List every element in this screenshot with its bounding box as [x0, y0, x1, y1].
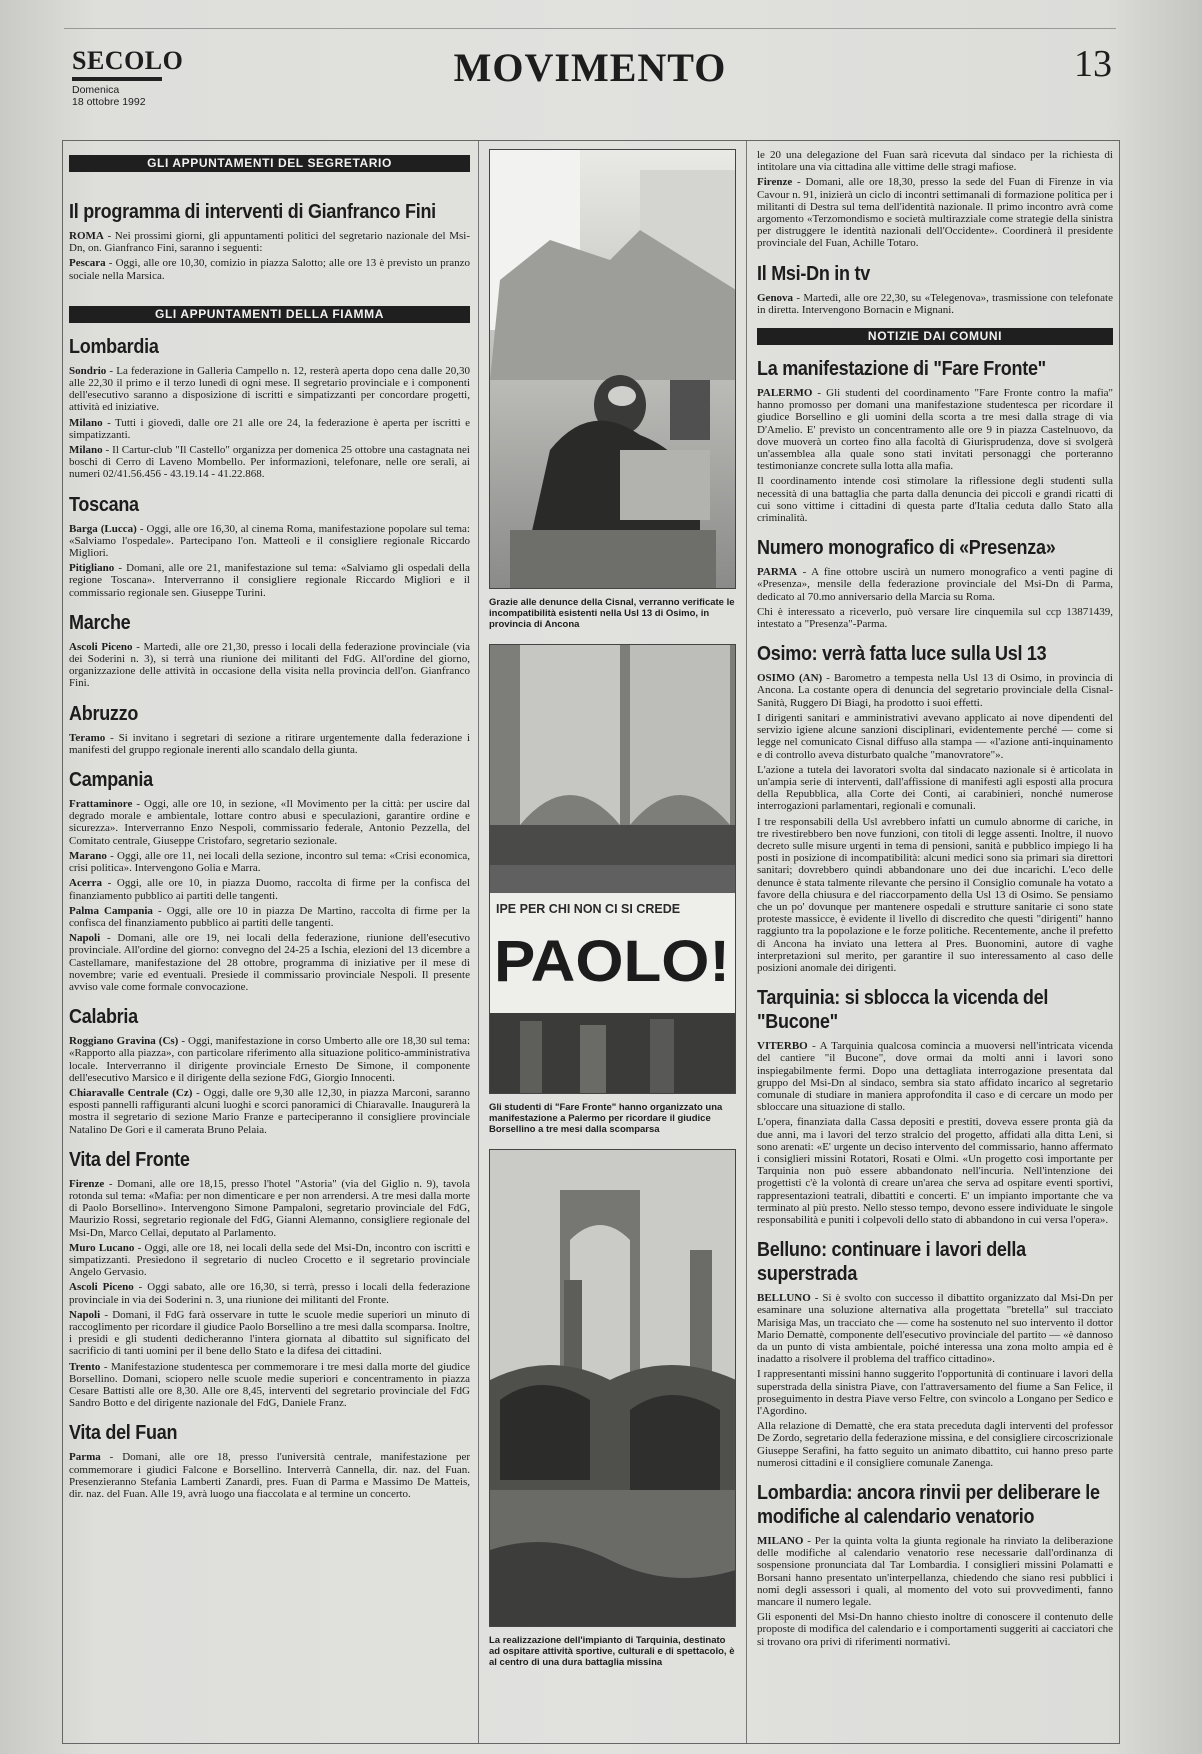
paragraph: [69, 1178, 470, 1239]
place-name: Muro Lucano: [69, 1241, 135, 1254]
paragraph: [69, 732, 470, 756]
place-name: Trento: [69, 1360, 101, 1373]
article-toscana: [69, 523, 470, 599]
paragraph: [69, 1451, 470, 1500]
place-name: ROMA: [69, 230, 104, 242]
paragraph-text: - Oggi, alle ore 10, in sezione, «Il Movimento per la città: per uscire dal degrado morale e ambientale, lottare contro abusi e speculazioni, garantire ordine e sicurezza». Interverranno Enzo Nespoli, commissario federale, Antonio Pezzella, del Comitato centrale, Giuseppe Cristofaro, segretario sezionale.: [69, 798, 470, 847]
headline-tarquinia: Tarquinia: si sblocca la vicenda del "Bucone": [757, 987, 1049, 1034]
place-name: Ascoli Piceno: [69, 640, 133, 653]
photo-hospital: [489, 149, 736, 589]
paragraph: [69, 1242, 470, 1279]
article-campania: [69, 798, 470, 993]
place-name: Marano: [69, 849, 107, 862]
paragraph-text: - Tutti i giovedì, dalle ore 21 alle ore 24, la federazione è aperta per iscritti e simpatizzanti.: [69, 416, 470, 441]
place-name: Palma Campania: [69, 904, 153, 917]
section-band-comuni: NOTIZIE DAI COMUNI: [757, 328, 1113, 345]
paragraph: [757, 1292, 1113, 1365]
paragraph: [69, 905, 470, 929]
paragraph-text: - Oggi sabato, alle ore 16,30, si terrà, presso i locali della federazione provinciale in via dei Soderini n. 3, una riunione dei militanti del Fronte.: [69, 1281, 470, 1306]
paragraph-text: Il coordinamento intende così stimolare la riflessione degli studenti sulla necessità di una battaglia che parta dalla denuncia dei piccoli e grandi ricatti di cui sono vittime i cittadini di questa parte d'Italia ceduta dallo Stato alla criminalità.: [757, 475, 1113, 525]
place-name: Parma: [69, 1451, 101, 1464]
paragraph-text: - A Tarquinia qualcosa comincia a muoversi nell'intricata vicenda del cantiere "il Bucone", dove ormai da molti anni i lavori sono inspiegabilmente fermi. Dopo una dettagliata interrogazione presentata dal gruppo del Msi-Dn al sindaco, sembra sia stato affidato incarico al segretario comunale di studiare in maniera approfondita il caso e di cercare un modo per sbloccare una situazione di stallo.: [757, 1040, 1113, 1114]
paragraph-text: - Oggi, dalle ore 9,30 alle 12,30, in piazza Marconi, saranno esposti pannelli raffiguranti alcuni luoghi e scorci panoramici di Chiaravalle. Inaugurerà la mostra il segretario di sezione Mario Franze e parteciperanno il consigliere provinciale Natalino De Gori e il camerata Bruno Pelaia.: [69, 1086, 471, 1136]
headline-fare-fronte: La manifestazione di "Fare Fronte": [757, 358, 1046, 381]
paragraph-text: - Gli studenti del coordinamento "Fare Fronte contro la mafia" hanno promosso per domani una manifestazione studentesca per ricordare il giudice Borsellino e gli uomini della scorta a tre mesi dalla strage di via D'Amelio. E' previsto un concentramento alle ore 9 in piazza Castelnuovo, da dove muoverà un corteo fino alla facoltà di Giurisprudenza, dove si svolgerà un'assemblea alla quale sono stati invitati personaggi che porteranno testimonianze concrete sulla lotta alla mafia.: [757, 387, 1113, 473]
caption-hospital: Grazie alle denunce della Cisnal, verranno verificate le incompatibilità esistenti nella Usl 13 di Osimo, in provincia di Ancona: [489, 597, 735, 630]
text-firenze: - Domani, alle ore 18,30, presso la sede del Fuan di Firenze in via Cavour n. 91, inizierà un ciclo di incontri settimanali di formazione politica per i militanti di Destra sul tema dell'identità nazionale. Il primo incontro avrà come argomento «Terzomondismo e società multirazziale come strategie della sinistra per distruggere le identità nazionali dell'Occidente». Coordinerà il presidente provinciale del Fuan, Achille Totaro.: [757, 176, 1113, 250]
paragraph: [69, 641, 470, 690]
place-name: Barga (Lucca): [69, 522, 137, 535]
paragraph-text: - Si invitano i segretari di sezione a ritirare urgentemente dalla federazione i manifesti del gruppo regionale inerenti allo scandalo della giunta.: [69, 731, 470, 756]
article-vita-fronte: [69, 1178, 470, 1410]
photo-column: [479, 141, 747, 1743]
paragraph: [69, 798, 470, 847]
fuan-continuation: le 20 una delegazione del Fuan sarà ricevuta dal sindaco per la richiesta di intitolare una via cittadina alle vittime delle stragi mafiose.: [757, 149, 1113, 174]
article-belluno: [757, 1292, 1113, 1469]
paragraph: [757, 1368, 1113, 1417]
place-name: Milano: [69, 416, 103, 429]
place-name: Roggiano Gravina (Cs): [69, 1035, 179, 1048]
top-rule: [64, 28, 1116, 29]
paragraph-text: - Domani, alle ore 18,15, presso l'hotel "Astoria" (via del Giglio n. 9), tavola rotonda sul tema: «Mafia: per non dimenticare e per non arrendersi. A tre mesi dalla morte di Paolo Borsellino». Intervengono Simone Pampaloni, segretario provinciale del FdG, Maurizio Rossi, segretario regionale del FdG, Gianni Alemanno, consigliere regionale del Msi-Dn, Marco Cellai, deputato al Parlamento.: [69, 1177, 470, 1239]
paragraph: [757, 606, 1113, 630]
paragraph-text: I tre responsabili della Usl avrebbero infatti un cumulo abnorme di cariche, in tre rivestirebbero ben nove funzioni, con titoli di legge assenti. Inoltre, il nuovo decreto sulle misure urgenti in tema di pensioni, sanità e pubblico impiego li ha posti in posizione di incompatibilità: alcuni medici sono sia primari sia direttori sanitari; dovrebbero quindi abbandonare uno dei due incarichi. L'eco delle denunce è stata talmente rilevante che persino il Consiglio comunale ha votato a favore della chiusura e del riaccorpamento della Usl 13 di Osimo. Se pensiamo che un po' dovunque per mantenere ospedali e strutture sanitarie ci sono state proteste massicce, è evidente il livello di discredito che questi "dirigenti" hanno raggiunto tra la popolazione e le forze politiche. Recentemente, anche il prefetto di Ancona ha inviato una lettera al Pres. Buonomini, autore di vaghe interpretazioni sul merito, per garantire il suo interessamento al caso delle posizioni anomale dei dirigenti.: [757, 815, 1113, 974]
paragraph: [69, 1087, 470, 1136]
place-name: Milano: [69, 444, 103, 457]
place-name: Sondrio: [69, 364, 107, 377]
paragraph-text: - Oggi, alle ore 11, nei locali della sezione, incontro sul tema: «Crisi economica, crisi politica». Intervengono Golia e Marra.: [69, 849, 470, 875]
place-name: Teramo: [69, 731, 106, 744]
place-firenze: Firenze: [757, 176, 793, 189]
paragraph: [69, 932, 470, 993]
page-number: 13: [1074, 43, 1112, 85]
paragraph-text: - Barometro a tempesta nella Usl 13 di Osimo, in provincia di Ancona. La costante opera di denuncia del segretario provinciale della Cisnal-Sanità, Ruggero Di Biagi, ha prodotto i suoi effetti.: [757, 672, 1113, 709]
left-column: [63, 141, 479, 1743]
section-band-fiamma: GLI APPUNTAMENTI DELLA FIAMMA: [69, 306, 470, 323]
paragraph-text: Gli esponenti del Msi-Dn hanno chiesto inoltre di conoscere il contenuto delle proposte di modifica del calendario e i comportamenti suggeriti ai cacciatori che si trovano ora privi di riferimenti normativi.: [757, 1611, 1113, 1648]
paragraph: [757, 475, 1113, 524]
headline-calabria: Calabria: [69, 1006, 138, 1029]
place-name: Frattaminore: [69, 798, 133, 811]
paragraph-text: - Martedì, alle ore 21,30, presso i locali della federazione provinciale (via dei Soderini n. 3), si terrà una riunione dei militanti del FdG. All'ordine del giorno, organizzazione delle attività in occasione della visita nella provincia dell'on. Gianfranco Fini.: [69, 640, 470, 690]
caption-rally: Gli studenti di "Fare Fronte" hanno organizzato una manifestazione a Palermo per ricordare il giudice Borsellino a tre mesi dalla scomparsa: [489, 1102, 723, 1135]
article-abruzzo: [69, 732, 470, 756]
banner-big-text: PAOLO!: [494, 929, 730, 994]
headline-tv: Il Msi-Dn in tv: [757, 262, 870, 285]
text-genova: - Martedì, alle ore 22,30, su «Telegenova», trasmissione con telefonate in diretta. Intervengono Bornacin e Mignani.: [757, 291, 1113, 316]
paragraph-text: - Oggi, alle ore 16,30, al cinema Roma, manifestazione popolare sul tema: «Salviamo l'ospedale». Partecipano l'on. Matteoli e il consigliere regionale Riccardo Migliori.: [69, 522, 470, 560]
paragraph-text: - Domani, alle ore 21, manifestazione sul tema: «Salviamo gli ospedali della regione Toscana». Interverranno il consigliere regionale Riccardo Migliori e il commissario regionale sen. Giuseppe Turini.: [69, 562, 470, 599]
paragraph: [69, 523, 470, 560]
section-band-segretario: GLI APPUNTAMENTI DEL SEGRETARIO: [69, 155, 470, 172]
newspaper-brand: SECOLO: [72, 46, 184, 75]
article-presenza: [757, 566, 1113, 630]
headline-presenza: Numero monografico di «Presenza»: [757, 537, 1056, 560]
paragraph: [757, 387, 1113, 472]
article-calabria: [69, 1035, 470, 1136]
headline-lombardia-calendario: Lombardia: ancora rinvii per deliberare le modifiche al calendario venatorio: [757, 1482, 1100, 1529]
place-name: Pescara: [69, 257, 106, 270]
paragraph-text: - Oggi, alle ore 18, nei locali della sede del Msi-Dn, incontro con iscritti e simpatizzanti. Presiedono il segretario di nucleo Crocetto e il segretario provinciale Angelo Gervasio.: [69, 1241, 470, 1279]
photo-hospital-image: [490, 150, 736, 589]
place-name: OSIMO (AN): [757, 672, 823, 685]
paragraph-text: - Per la quinta volta la giunta regionale ha rinviato la deliberazione delle modifiche al calendario venatorio rese necessarie dall'ordinanza di sospensione pronunciata dal Tar Lombardia. I consiglieri missini Polamatti e Borsani hanno presentato un'interpellanza, chiedendo che siano resi pubblici i nomi degli assessori i quali, al momento del voto sui provvedimenti, fanno mancare il numero legale.: [757, 1535, 1113, 1609]
article-fare-fronte: [757, 387, 1113, 524]
place-name: BELLUNO: [757, 1292, 811, 1305]
masthead: [64, 28, 1116, 118]
banner-top-text: IPE PER CHI NON CI SI CREDE: [496, 902, 681, 916]
paragraph-text: L'opera, finanziata dalla Cassa depositi e prestiti, doveva essere pronta già da due anni, ma i lavori del terzo stralcio del progetto, affidati alla ditta Leni, si sono arenati: «E' urgente un deciso intervento del commissario, hanno affermato i consiglieri missini Rotatori, Rosati e Olmi. «Un progetto così importante per Tarquinia non può essere abbandonato nell'incuria. Nell'intenzione dei progettisti c'è la volontà di creare un'area che serva ad ospitare eventi sportivi, rappresentazioni teatrali, dibattiti e concerti. E' un impianto importante che va terminato al più presto. Nello stesso tempo, devono essere individuate le singole responsabilità e puniti i colpevoli dello stato di abbandono in cui versa l'opera».: [757, 1116, 1113, 1226]
paragraph: [757, 764, 1113, 813]
paragraph-text: - Domani, alle ore 18, presso l'università centrale, manifestazione per commemorare i giudici Falcone e Borsellino. Interverrà Cannella, dir. naz. del Fuan. Presenzieranno Stefania Lamberti Zanardi, pres. Fuan di Parma e Massimo De Matteis, dir. naz. del Fuan. Alle 19, avrà luogo una fiaccolata e al termine un concerto.: [69, 1451, 470, 1501]
place-name: VITERBO: [757, 1040, 808, 1053]
paragraph-text: - Oggi, alle ore 10, in piazza Duomo, raccolta di firme per la confisca del finanziamento pubblico ai partiti delle tangenti.: [69, 877, 470, 902]
paragraph-text: - Domani, alle ore 19, nei locali della federazione, riunione dell'esecutivo provinciale. All'ordine del giorno: convegno del 24-25 a Ischia, elezioni del 13 dicembre a Castellamare, manifestazione del 28 ottobre, programma di iniziative per il mese di novembre; varie ed eventuali. Presiede il commissario provinciale Nespoli. Il presente avviso vale come formale convocazione.: [69, 932, 470, 993]
paragraph: [757, 1420, 1113, 1469]
photo-rally-image: [490, 645, 736, 1094]
headline-campania: Campania: [69, 769, 153, 792]
paragraph: [757, 1535, 1113, 1608]
paragraph: [69, 365, 470, 414]
paragraph-text: - Il Cartur-club "Il Castello" organizza per domenica 25 ottobre una castagnata nei boschi di Cerro di Laveno Mombello. Per informazioni, telefonare, nelle ore serali, ai numeri 02/41.56.456 - 43.19.14 - 41.22.868.: [69, 444, 470, 481]
paragraph: [757, 566, 1113, 603]
issue-day: 18 ottobre 1992: [72, 96, 146, 108]
headline-vita-fronte: Vita del Fronte: [69, 1148, 190, 1171]
paragraph: [757, 672, 1113, 709]
paragraph-text: - Oggi, manifestazione in corso Umberto alle ore 18,30 sul tema: «Rapporto alla piazza», con particolare riferimento alla situazione politico-amministrativa locale. Interverranno il dirigente provinciale Ernesto De Simone, il componente dell'esecutivo Marsico e il dirigente della sezione FdG, Giorgio Innocenti.: [69, 1035, 470, 1084]
paragraph-text: - Oggi, alle ore 10 in piazza De Martino, raccolta di firme per la confisca del finanziamento pubblico ai partiti delle tangenti.: [69, 904, 470, 929]
paragraph-text: - La federazione in Galleria Campello n. 12, resterà aperta dopo cena dalle 20,30 alle 22,30 il primo e il terzo lunedì di ogni mese. Il segretario provinciale e i componenti dell'esecutivo saranno a disposizione di iscritti e simpatizzanti per concordare progetti, attività ed iniziative.: [69, 364, 470, 414]
paragraph-text: - Manifestazione studentesca per commemorare i tre mesi dalla morte del giudice Borsellino. Domani, sciopero nelle scuole medie superiori e concentramento in piazza Cesare Battisti alle ore 8,30. Alle ore 8,45, interventi del segretario provinciale del FdG Sandro Botto e del dirigente nazionale del FdG, Daniele Franz.: [69, 1360, 470, 1410]
right-column: [747, 141, 1119, 1743]
paragraph: [757, 1611, 1113, 1648]
paragraph: [757, 816, 1113, 975]
issue-weekday: Domenica: [72, 84, 120, 96]
article-lombardia: [69, 365, 470, 481]
photo-rally: [489, 644, 736, 1094]
article-lombardia-calendario: [757, 1535, 1113, 1648]
paragraph-text: Alla relazione di Demattè, che era stata preceduta dagli interventi del professor De Zordo, segretario della federazione missina, e del consigliere circoscrizionale Giuseppe Serafini, ha fatto seguito un animato dibattito, cui hanno preso parte numerosi cittadini e il consigliere comunale Zanenga.: [757, 1420, 1113, 1469]
paragraph-text: L'azione a tutela dei lavoratori svolta dal sindacato nazionale si è articolata in un'ampia serie di interventi, dall'affissione di manifesti agli esposti alla procura della Repubblica, alla Corte dei Conti, ai carabinieri, nonché numerose interrogazioni parlamentari, regionali e comunali.: [757, 763, 1113, 813]
headline-toscana: Toscana: [69, 493, 139, 516]
paragraph: [757, 1040, 1113, 1113]
paragraph: [69, 850, 470, 874]
paragraph: [69, 562, 470, 599]
article-osimo: [757, 672, 1113, 974]
paragraph-text: - A fine ottobre uscirà un numero monografico a venti pagine di «Presenza», mensile della federazione provinciale del Msi-Dn di Parma, dedicato al 70.mo anniversario della Marcia su Roma.: [757, 566, 1113, 603]
headline-abruzzo: Abruzzo: [69, 702, 139, 725]
paragraph: [69, 230, 470, 254]
place-genova: Genova: [757, 291, 794, 304]
paragraph: [69, 417, 470, 441]
fuan-firenze: [757, 176, 1113, 249]
headline-marche: Marche: [69, 611, 131, 634]
headline-belluno: Belluno: continuare i lavori della superstrada: [757, 1239, 1026, 1286]
paragraph-text: I rappresentanti missini hanno suggerito l'opportunità di continuare i lavori della superstrada della sinistra Piave, con l'attraversamento del fiume a San Felice, il proseguimento in destra Piave verso Feltre, con svincolo a Longano per Sedico e l'Agordino.: [757, 1368, 1113, 1418]
paragraph-text: I dirigenti sanitari e amministrativi avevano applicato ai nove dipendenti del servizio igiene alcune sanzioni disciplinari, evidentemente perché — come si legge nel comunicato Cisnal diffuso alla stampa — «l'azione anti-inquinamento e di controllo aveva disturbato qualche "manovratore"».: [757, 711, 1113, 761]
content-frame: [62, 140, 1120, 1744]
place-name: Napoli: [69, 932, 101, 945]
paragraph-text: Chi è interessato a riceverlo, può versare lire cinquemila sul ccp 13871439, intestato a "Presenza"-Parma.: [757, 605, 1113, 631]
photo-tarquinia: [489, 1149, 736, 1627]
article-vita-fuan: [69, 1451, 470, 1500]
headline-vita-fuan: Vita del Fuan: [69, 1422, 178, 1445]
article-fini: [69, 230, 470, 282]
place-name: Firenze: [69, 1177, 105, 1190]
place-name: PARMA: [757, 566, 798, 579]
headline-osimo: Osimo: verrà fatta luce sulla Usl 13: [757, 643, 1047, 666]
headline-lombardia: Lombardia: [69, 335, 159, 358]
photo-tarquinia-image: [490, 1150, 736, 1627]
paragraph: [69, 1281, 470, 1305]
paragraph-text: - Si è svolto con successo il dibattito organizzato dal Msi-Dn per esaminare una soluzione alternativa alla progettata "bretella" sul tracciato Marisiga Mas, un tracciato che — come ha sostenuto nel suo intervento il dottor Mario Demattè, componente dell'esecutivo provinciale del partito — «è dannoso da un punto di vista ambientale, poiché interessa una zona molto ampia ed è inadatto a risolvere il problema del traffico cittadino».: [757, 1292, 1113, 1366]
paragraph-text: - Nei prossimi giorni, gli appuntamenti politici del segretario nazionale del Msi-Dn, on. Gianfranco Fini, saranno i seguenti:: [69, 230, 470, 255]
section-title: MOVIMENTO: [453, 45, 727, 90]
place-name: Napoli: [69, 1308, 101, 1321]
place-name: Chiaravalle Centrale (Cz): [69, 1086, 193, 1099]
paragraph: [69, 1309, 470, 1358]
place-name: Pitigliano: [69, 562, 115, 575]
article-tarquinia: [757, 1040, 1113, 1226]
place-name: PALERMO: [757, 387, 813, 400]
headline-fini: Il programma di interventi di Gianfranco Fini: [69, 201, 436, 223]
paragraph: [69, 877, 470, 901]
article-marche: [69, 641, 470, 690]
place-name: Ascoli Piceno: [69, 1281, 134, 1294]
paragraph: [69, 1035, 470, 1084]
paragraph: [69, 1361, 470, 1410]
caption-tarquinia: La realizzazione dell'impianto di Tarquinia, destinato ad ospitare attività sportive, culturali e di spettacolo, è al centro di una dura battaglia missina: [489, 1635, 735, 1668]
paragraph: [69, 257, 470, 281]
place-name: MILANO: [757, 1535, 804, 1548]
paragraph: [757, 1116, 1113, 1226]
place-name: Acerra: [69, 877, 102, 890]
paragraph-text: - Domani, il FdG farà osservare in tutte le scuole medie superiori un minuto di raccoglimento per ricordare il giudice Paolo Borsellino a tre mesi dalla scomparsa. Inoltre, i presidi e gli studenti dedicheranno l'intera giornata al dibattito sul significato del sacrificio di tanti uomini per il bene dello Stato e la difesa dei cittadini.: [69, 1308, 470, 1358]
paragraph-text: - Oggi, alle ore 10,30, comizio in piazza Salotto; alle ore 13 è previsto un pranzo sociale nella Marsica.: [69, 257, 470, 282]
paragraph: [757, 712, 1113, 761]
tv-genova: [757, 292, 1113, 316]
paragraph: [69, 444, 470, 481]
